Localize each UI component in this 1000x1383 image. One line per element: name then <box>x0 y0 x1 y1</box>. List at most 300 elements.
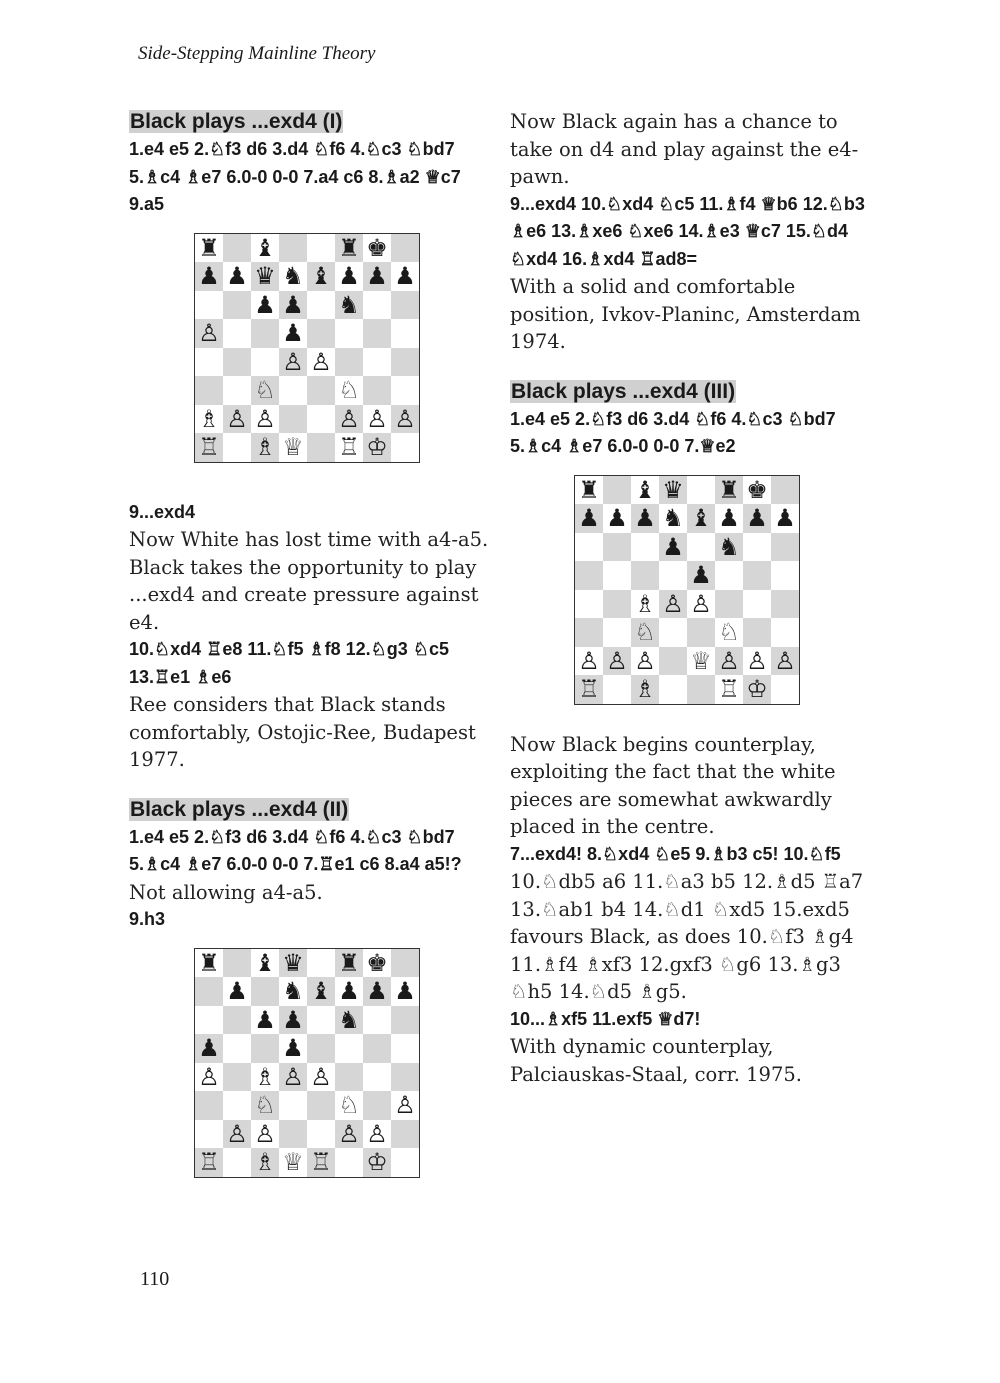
square-g2 <box>743 647 771 676</box>
square-h1 <box>391 1148 420 1177</box>
chess-piece-icon: ♟ <box>366 977 388 1006</box>
square-e2 <box>307 405 335 434</box>
square-b4 <box>223 348 251 377</box>
square-f4 <box>335 348 363 377</box>
square-c6 <box>251 1006 279 1035</box>
square-d8 <box>279 233 307 262</box>
square-b1 <box>603 675 631 704</box>
chess-piece-icon: ♟ <box>662 532 684 561</box>
chess-piece-icon: ♙ <box>198 319 220 348</box>
square-a4 <box>195 1063 224 1092</box>
square-c2 <box>251 405 279 434</box>
square-f2 <box>715 647 743 676</box>
square-d2 <box>659 647 687 676</box>
square-h8 <box>391 948 420 977</box>
square-a8 <box>195 233 224 262</box>
square-f6 <box>715 533 743 562</box>
chess-piece-icon: ♟ <box>282 1005 304 1034</box>
chess-piece-icon: ♚ <box>366 948 388 977</box>
chess-piece-icon: ♟ <box>198 262 220 291</box>
square-c7 <box>251 977 279 1006</box>
square-b6 <box>223 291 251 320</box>
square-a5 <box>195 1034 224 1063</box>
square-e5 <box>307 1034 335 1063</box>
square-f8 <box>335 948 363 977</box>
square-e4 <box>687 590 715 619</box>
square-e7 <box>307 262 335 291</box>
right-column <box>510 108 870 1088</box>
square-f5 <box>715 561 743 590</box>
square-b4 <box>603 590 631 619</box>
square-g5 <box>363 1034 391 1063</box>
square-f3 <box>715 618 743 647</box>
chess-piece-icon: ♙ <box>606 646 628 675</box>
square-b5 <box>603 561 631 590</box>
square-d5 <box>279 319 307 348</box>
square-h5 <box>391 319 420 348</box>
commentary-1a: Now White has lost time with a4-a5. Black takes the opportunity to play ...exd4 and create pressure against e4. <box>129 528 489 634</box>
move-line-top: 9...exd4 10.♘xd4 ♘c5 11.♗f4 ♕b6 12.♘b3 ♗e6 13.♗xe6 ♘xe6 14.♗e3 ♕c7 15.♘d4 ♘xd4 16.♗xd4 ♖ad8= <box>510 193 865 269</box>
square-d6 <box>279 291 307 320</box>
chess-piece-icon: ♟ <box>226 977 248 1006</box>
chess-piece-icon: ♟ <box>718 504 740 533</box>
square-e1 <box>307 433 335 462</box>
page-number: 110 <box>140 1268 170 1290</box>
chess-piece-icon: ♜ <box>718 475 740 504</box>
square-a7 <box>195 977 224 1006</box>
square-h4 <box>391 1063 420 1092</box>
square-f5 <box>335 319 363 348</box>
square-e3 <box>307 376 335 405</box>
chess-piece-icon: ♜ <box>198 948 220 977</box>
square-h8 <box>391 233 420 262</box>
chess-piece-icon: ♖ <box>310 1148 332 1177</box>
chess-piece-icon: ♘ <box>718 618 740 647</box>
square-d7 <box>659 504 687 533</box>
square-c6 <box>251 291 279 320</box>
square-e5 <box>687 561 715 590</box>
chess-diagram-3 <box>574 475 800 709</box>
square-c3 <box>631 618 659 647</box>
commentary-top2: With a solid and comfortable position, Ivkov-Planinc, Amsterdam 1974. <box>510 275 861 353</box>
square-e6 <box>687 533 715 562</box>
chess-piece-icon: ♙ <box>394 1091 416 1120</box>
square-a6 <box>195 1006 224 1035</box>
chess-piece-icon: ♝ <box>690 504 712 533</box>
square-c6 <box>631 533 659 562</box>
chess-piece-icon: ♟ <box>394 977 416 1006</box>
square-e5 <box>307 319 335 348</box>
commentary-top: Now Black again has a chance to take on d4 and play against the e4-pawn. <box>510 110 859 188</box>
square-c1 <box>251 1148 279 1177</box>
chess-piece-icon: ♔ <box>746 675 768 704</box>
square-b7 <box>223 977 251 1006</box>
square-c5 <box>251 1034 279 1063</box>
square-g2 <box>363 1120 391 1149</box>
chess-piece-icon: ♚ <box>366 233 388 262</box>
chess-piece-icon: ♟ <box>606 504 628 533</box>
move-line-3b: 10...♗xf5 11.exf5 ♕d7! <box>510 1008 701 1029</box>
moves-intro-3: 1.e4 e5 2.♘f3 d6 3.d4 ♘f6 4.♘c3 ♘bd7 5.♗c4 ♗e7 6.0-0 0-0 7.♕e2 <box>510 408 836 456</box>
square-f6 <box>335 291 363 320</box>
square-a1 <box>575 675 604 704</box>
chess-piece-icon: ♗ <box>198 404 220 433</box>
square-g6 <box>363 291 391 320</box>
square-d5 <box>279 1034 307 1063</box>
square-h5 <box>771 561 800 590</box>
square-d8 <box>659 475 687 504</box>
chess-piece-icon: ♟ <box>282 1034 304 1063</box>
chess-piece-icon: ♗ <box>634 675 656 704</box>
chess-piece-icon: ♝ <box>254 233 276 262</box>
square-d2 <box>279 1120 307 1149</box>
chess-piece-icon: ♖ <box>198 433 220 462</box>
square-d1 <box>279 1148 307 1177</box>
square-c4 <box>631 590 659 619</box>
square-e6 <box>307 1006 335 1035</box>
square-h3 <box>391 376 420 405</box>
square-d8 <box>279 948 307 977</box>
square-a3 <box>195 376 224 405</box>
chess-piece-icon: ♟ <box>746 504 768 533</box>
chess-piece-icon: ♟ <box>198 1034 220 1063</box>
square-f6 <box>335 1006 363 1035</box>
square-h2 <box>391 405 420 434</box>
chess-piece-icon: ♜ <box>198 233 220 262</box>
chess-piece-icon: ♟ <box>394 262 416 291</box>
square-a5 <box>195 319 224 348</box>
square-c7 <box>631 504 659 533</box>
square-d7 <box>279 977 307 1006</box>
chess-piece-icon: ♖ <box>718 675 740 704</box>
square-a6 <box>575 533 604 562</box>
square-e8 <box>307 233 335 262</box>
chess-piece-icon: ♜ <box>338 233 360 262</box>
chess-piece-icon: ♙ <box>338 1119 360 1148</box>
square-c5 <box>251 319 279 348</box>
chess-piece-icon: ♞ <box>338 290 360 319</box>
chess-piece-icon: ♟ <box>338 262 360 291</box>
square-g1 <box>363 433 391 462</box>
square-g4 <box>743 590 771 619</box>
chess-piece-icon: ♙ <box>198 1062 220 1091</box>
square-c3 <box>251 1091 279 1120</box>
move-line-1b: 10.♘xd4 ♖e8 11.♘f5 ♗f8 12.♘g3 ♘c5 13.♖e1 ♗e6 <box>129 639 449 687</box>
chess-piece-icon: ♙ <box>282 347 304 376</box>
chess-piece-icon: ♙ <box>254 404 276 433</box>
square-f7 <box>335 977 363 1006</box>
move-line-2a: 9.h3 <box>129 909 166 929</box>
square-g1 <box>363 1148 391 1177</box>
commentary-1b: Ree considers that Black stands comfortably, Ostojic-Ree, Budapest 1977. <box>129 693 476 771</box>
chess-piece-icon: ♘ <box>338 1091 360 1120</box>
chess-piece-icon: ♙ <box>690 589 712 618</box>
square-g7 <box>363 262 391 291</box>
square-h2 <box>391 1120 420 1149</box>
chess-piece-icon: ♘ <box>254 376 276 405</box>
square-c8 <box>631 475 659 504</box>
square-c2 <box>251 1120 279 1149</box>
chess-piece-icon: ♟ <box>690 561 712 590</box>
square-b7 <box>223 262 251 291</box>
chess-piece-icon: ♕ <box>282 433 304 462</box>
chess-piece-icon: ♖ <box>578 675 600 704</box>
chess-piece-icon: ♙ <box>282 1062 304 1091</box>
square-a2 <box>575 647 604 676</box>
square-b1 <box>223 433 251 462</box>
chess-piece-icon: ♗ <box>254 1148 276 1177</box>
square-g7 <box>743 504 771 533</box>
square-b1 <box>223 1148 251 1177</box>
chess-piece-icon: ♛ <box>282 948 304 977</box>
square-g8 <box>743 475 771 504</box>
square-g7 <box>363 977 391 1006</box>
square-b3 <box>223 1091 251 1120</box>
square-a6 <box>195 291 224 320</box>
square-a2 <box>195 405 224 434</box>
chess-piece-icon: ♙ <box>226 1119 248 1148</box>
moves-intro-2: 1.e4 e5 2.♘f3 d6 3.d4 ♘f6 4.♘c3 ♘bd7 5.♗c4 ♗e7 6.0-0 0-0 7.♖e1 c6 8.a4 a5!? <box>129 826 462 874</box>
square-g5 <box>743 561 771 590</box>
chess-piece-icon: ♟ <box>282 290 304 319</box>
chess-piece-icon: ♟ <box>578 504 600 533</box>
square-g4 <box>363 1063 391 1092</box>
chess-piece-icon: ♞ <box>338 1005 360 1034</box>
square-d4 <box>279 1063 307 1092</box>
square-d5 <box>659 561 687 590</box>
chess-piece-icon: ♟ <box>282 319 304 348</box>
chess-piece-icon: ♝ <box>254 948 276 977</box>
square-a1 <box>195 1148 224 1177</box>
square-a4 <box>195 348 224 377</box>
chess-piece-icon: ♝ <box>634 475 656 504</box>
chess-piece-icon: ♔ <box>366 1148 388 1177</box>
chess-piece-icon: ♖ <box>198 1148 220 1177</box>
square-e7 <box>687 504 715 533</box>
square-f5 <box>335 1034 363 1063</box>
chess-piece-icon: ♞ <box>662 504 684 533</box>
chess-piece-icon: ♞ <box>282 977 304 1006</box>
square-h4 <box>771 590 800 619</box>
square-d1 <box>659 675 687 704</box>
square-d3 <box>659 618 687 647</box>
square-g2 <box>363 405 391 434</box>
square-b2 <box>603 647 631 676</box>
square-h1 <box>391 433 420 462</box>
chess-piece-icon: ♙ <box>310 1062 332 1091</box>
chess-piece-icon: ♕ <box>690 646 712 675</box>
chess-piece-icon: ♞ <box>282 262 304 291</box>
chess-piece-icon: ♗ <box>254 1062 276 1091</box>
square-f7 <box>715 504 743 533</box>
square-h6 <box>391 1006 420 1035</box>
square-b4 <box>223 1063 251 1092</box>
section-heading-1: Black plays ...exd4 (I) <box>130 110 343 133</box>
square-g3 <box>363 376 391 405</box>
chess-piece-icon: ♙ <box>338 404 360 433</box>
square-g6 <box>363 1006 391 1035</box>
square-a7 <box>195 262 224 291</box>
square-b2 <box>223 1120 251 1149</box>
chess-piece-icon: ♙ <box>774 646 796 675</box>
chess-piece-icon: ♟ <box>338 977 360 1006</box>
square-f3 <box>335 1091 363 1120</box>
square-g3 <box>363 1091 391 1120</box>
square-h1 <box>771 675 800 704</box>
square-b5 <box>223 1034 251 1063</box>
square-g8 <box>363 233 391 262</box>
square-c5 <box>631 561 659 590</box>
square-b2 <box>223 405 251 434</box>
chess-piece-icon: ♜ <box>578 475 600 504</box>
square-b3 <box>603 618 631 647</box>
square-c3 <box>251 376 279 405</box>
square-e1 <box>307 1148 335 1177</box>
square-a5 <box>575 561 604 590</box>
square-d1 <box>279 433 307 462</box>
chess-piece-icon: ♝ <box>310 262 332 291</box>
square-e7 <box>307 977 335 1006</box>
chess-piece-icon: ♙ <box>578 646 600 675</box>
square-e2 <box>687 647 715 676</box>
square-g5 <box>363 319 391 348</box>
square-d6 <box>659 533 687 562</box>
chess-piece-icon: ♛ <box>662 475 684 504</box>
square-f2 <box>335 405 363 434</box>
square-e1 <box>687 675 715 704</box>
square-b8 <box>223 948 251 977</box>
square-h7 <box>391 262 420 291</box>
chess-piece-icon: ♙ <box>394 404 416 433</box>
square-c4 <box>251 348 279 377</box>
square-a3 <box>575 618 604 647</box>
square-b8 <box>603 475 631 504</box>
square-f4 <box>715 590 743 619</box>
running-head: Side-Stepping Mainline Theory <box>138 43 376 64</box>
square-h3 <box>391 1091 420 1120</box>
chess-piece-icon: ♘ <box>634 618 656 647</box>
chess-piece-icon: ♗ <box>254 433 276 462</box>
chess-piece-icon: ♝ <box>310 977 332 1006</box>
square-g3 <box>743 618 771 647</box>
square-h6 <box>771 533 800 562</box>
chess-piece-icon: ♕ <box>282 1148 304 1177</box>
chess-piece-icon: ♗ <box>634 589 656 618</box>
chess-piece-icon: ♙ <box>226 404 248 433</box>
square-a8 <box>575 475 604 504</box>
chess-diagram-1 <box>194 233 420 467</box>
square-b8 <box>223 233 251 262</box>
square-f3 <box>335 376 363 405</box>
square-c1 <box>631 675 659 704</box>
chess-piece-icon: ♔ <box>366 433 388 462</box>
square-h7 <box>391 977 420 1006</box>
square-f1 <box>715 675 743 704</box>
move-line-1a: 9...exd4 <box>129 501 196 522</box>
square-f7 <box>335 262 363 291</box>
square-b6 <box>223 1006 251 1035</box>
square-c8 <box>251 233 279 262</box>
left-column <box>129 108 489 1182</box>
square-h4 <box>391 348 420 377</box>
section-heading-3: Black plays ...exd4 (III) <box>511 379 736 403</box>
square-g8 <box>363 948 391 977</box>
chess-piece-icon: ♟ <box>226 262 248 291</box>
chess-piece-icon: ♙ <box>746 646 768 675</box>
square-f1 <box>335 433 363 462</box>
square-a3 <box>195 1091 224 1120</box>
square-f2 <box>335 1120 363 1149</box>
square-b5 <box>223 319 251 348</box>
square-c4 <box>251 1063 279 1092</box>
square-e8 <box>307 948 335 977</box>
square-h8 <box>771 475 800 504</box>
square-d3 <box>279 1091 307 1120</box>
square-d7 <box>279 262 307 291</box>
commentary-3a: Now Black begins counterplay, exploiting the fact that the white pieces are somewhat awkwardly placed in the centre. <box>510 732 836 838</box>
chess-piece-icon: ♙ <box>366 1119 388 1148</box>
square-a4 <box>575 590 604 619</box>
chess-piece-icon: ♙ <box>634 646 656 675</box>
chess-piece-icon: ♜ <box>338 948 360 977</box>
square-f8 <box>335 233 363 262</box>
square-b7 <box>603 504 631 533</box>
square-g1 <box>743 675 771 704</box>
square-a8 <box>195 948 224 977</box>
square-e6 <box>307 291 335 320</box>
square-g6 <box>743 533 771 562</box>
chess-piece-icon: ♙ <box>254 1119 276 1148</box>
commentary-3c: With dynamic counterplay, Palciauskas-Staal, corr. 1975. <box>510 1035 802 1086</box>
square-a7 <box>575 504 604 533</box>
square-a1 <box>195 433 224 462</box>
chess-piece-icon: ♟ <box>774 504 796 533</box>
square-e2 <box>307 1120 335 1149</box>
square-h2 <box>771 647 800 676</box>
chess-piece-icon: ♟ <box>254 290 276 319</box>
square-c2 <box>631 647 659 676</box>
square-h3 <box>771 618 800 647</box>
chess-piece-icon: ♞ <box>718 532 740 561</box>
square-d4 <box>279 348 307 377</box>
square-d2 <box>279 405 307 434</box>
chess-piece-icon: ♘ <box>254 1091 276 1120</box>
chess-piece-icon: ♛ <box>254 262 276 291</box>
square-d4 <box>659 590 687 619</box>
section-heading-2: Black plays ...exd4 (II) <box>130 797 349 821</box>
square-b3 <box>223 376 251 405</box>
move-line-3a: 7...exd4! 8.♘xd4 ♘e5 9.♗b3 c5! 10.♘f5 <box>510 843 841 864</box>
chess-piece-icon: ♘ <box>338 376 360 405</box>
square-f1 <box>335 1148 363 1177</box>
square-c8 <box>251 948 279 977</box>
commentary-3b: 10.♘db5 a6 11.♘a3 b5 12.♗d5 ♖a7 13.♘ab1 b4 14.♘d1 ♘xd5 15.exd5 favours Black, as does 10.♘f3 ♗g4 11.♗f4 ♗xf3 12.gxf3 ♘g6 13.♗g3 ♘h5 14.♘d5 ♗g5. <box>510 870 864 1003</box>
chess-piece-icon: ♙ <box>310 347 332 376</box>
square-f8 <box>715 475 743 504</box>
square-f4 <box>335 1063 363 1092</box>
square-d3 <box>279 376 307 405</box>
square-h5 <box>391 1034 420 1063</box>
commentary-2a: Not allowing a4-a5. <box>129 880 323 904</box>
chess-piece-icon: ♟ <box>366 262 388 291</box>
square-a2 <box>195 1120 224 1149</box>
square-b6 <box>603 533 631 562</box>
square-g4 <box>363 348 391 377</box>
square-e8 <box>687 475 715 504</box>
square-h6 <box>391 291 420 320</box>
chess-piece-icon: ♟ <box>634 504 656 533</box>
moves-intro-1: 1.e4 e5 2.♘f3 d6 3.d4 ♘f6 4.♘c3 ♘bd7 5.♗c4 ♗e7 6.0-0 0-0 7.a4 c6 8.♗a2 ♕c7 9.a5 <box>129 139 461 214</box>
